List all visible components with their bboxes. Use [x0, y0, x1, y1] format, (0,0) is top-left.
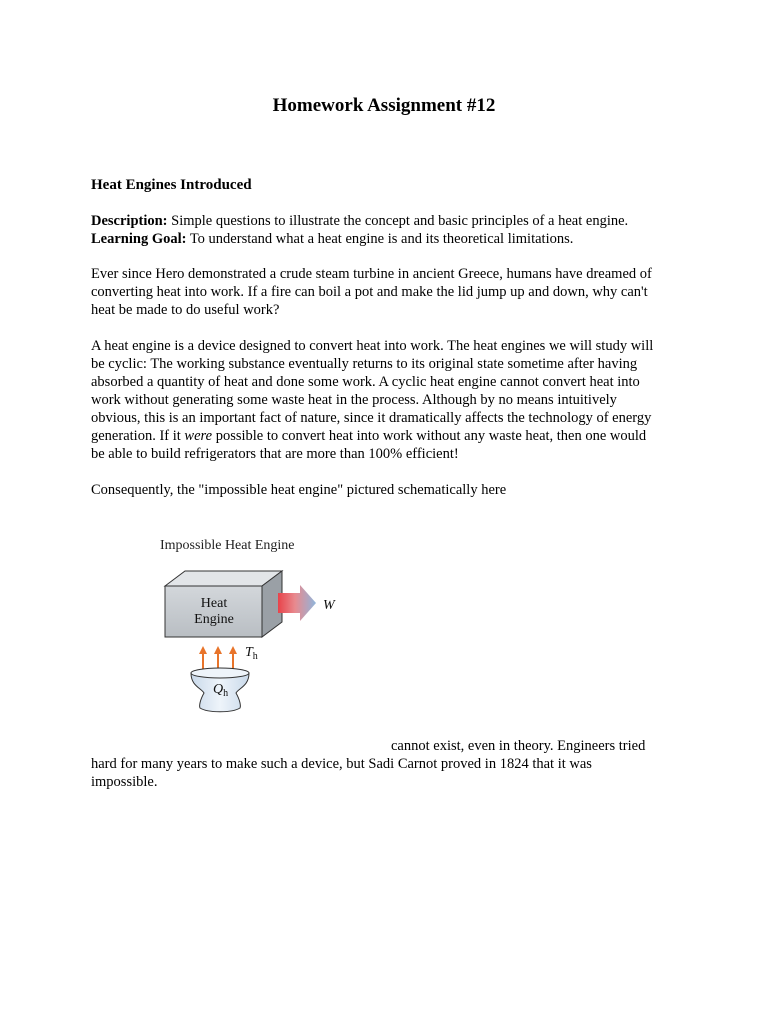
learning-goal-label: Learning Goal: — [91, 231, 187, 247]
learning-goal-line — [91, 230, 691, 248]
section-heading: Heat Engines Introduced — [91, 177, 252, 193]
heat-engine-box — [165, 571, 282, 637]
paragraph-line: A heat engine is a device designed to convert heat into work. The heat engines we will study will — [91, 338, 654, 354]
paragraph-line: obvious, this is an important fact of nature, since it dramatically affects the technology of energy — [91, 410, 652, 426]
diagram-title: Impossible Heat Engine — [160, 538, 295, 553]
description-text: Simple questions to illustrate the concept and basic principles of a heat engine. — [167, 213, 629, 229]
paragraph-line: converting heat into work. If a fire can boil a pot and make the lid jump up and down, why can't — [91, 284, 648, 300]
heat-arrow-head — [199, 646, 207, 654]
text-run: possible to convert heat into work without any waste heat, then one would — [212, 428, 647, 444]
hot-reservoir — [191, 668, 249, 712]
heat-engine-paragraph — [91, 337, 691, 463]
text-run: generation. If it — [91, 428, 185, 444]
box-label-line1: Heat — [200, 596, 228, 611]
learning-goal-text: To understand what a heat engine is and its theoretical limitations. — [186, 231, 574, 247]
heat-arrow-head — [229, 646, 237, 654]
paragraph-line: work without generating some waste heat in the process. Although by no means intuitively — [91, 392, 617, 408]
intro-paragraph — [91, 265, 691, 319]
box-label-line2: Engine — [194, 612, 234, 627]
work-arrow-shape — [278, 585, 316, 621]
heat-symbol: Q — [213, 682, 224, 697]
paragraph-line — [91, 427, 691, 445]
description-line — [91, 212, 691, 230]
temp-subscript: h — [252, 651, 258, 662]
paragraph-line: heat be made to do useful work? — [91, 302, 280, 318]
temp-symbol: T — [245, 645, 253, 660]
heat-flow-arrows — [199, 646, 237, 670]
impossible-heat-engine-diagram — [150, 530, 390, 720]
consequently-paragraph — [91, 481, 691, 499]
page-title: Homework Assignment #12 — [272, 95, 496, 116]
paragraph-line: Ever since Hero demonstrated a crude steam turbine in ancient Greece, humans have dreamed of — [91, 266, 652, 282]
meta-block — [91, 212, 691, 248]
paragraph-line: hard for many years to make such a device, but Sadi Carnot proved in 1824 that it was — [91, 756, 592, 772]
paragraph-line: absorbed a quantity of heat and done some work. A cyclic heat engine cannot convert heat into — [91, 374, 640, 390]
paragraph-line: be cyclic: The working substance eventually returns to its original state sometime after having — [91, 356, 638, 372]
work-arrow — [278, 585, 336, 621]
description-label: Description: — [91, 213, 168, 229]
emphasis-text: were — [184, 428, 213, 444]
heat-arrow-head — [214, 646, 222, 654]
reservoir-rim — [191, 668, 249, 678]
paragraph-line: Consequently, the "impossible heat engine" pictured schematically here — [91, 482, 507, 498]
paragraph-line: be able to build refrigerators that are more than 100% efficient! — [91, 446, 459, 462]
conclusion-paragraph — [91, 737, 691, 791]
work-label: W — [323, 598, 335, 613]
hot-temperature-label — [245, 645, 258, 662]
paragraph-line: impossible. — [91, 774, 158, 790]
paragraph-line: cannot exist, even in theory. Engineers tried — [391, 738, 646, 754]
heat-subscript: h — [223, 688, 229, 699]
